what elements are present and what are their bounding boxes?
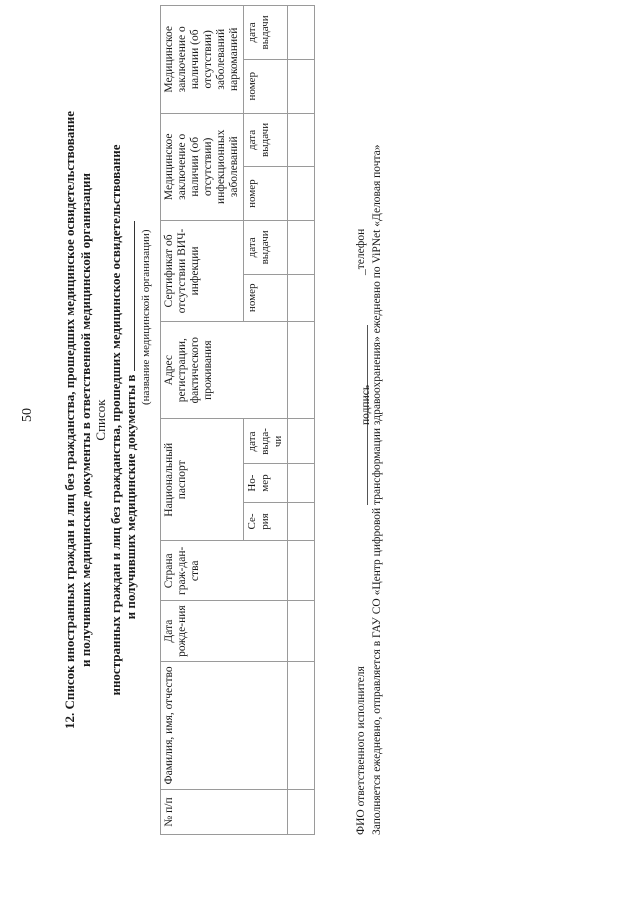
table-row (288, 6, 315, 835)
table-cell[interactable] (288, 502, 315, 540)
col-hiv-date: дата выдачи (244, 221, 288, 275)
table-cell[interactable] (288, 59, 315, 113)
org-name-caption: (название медицинской организации) (140, 229, 152, 405)
rotated-page-content (20, 5, 480, 835)
col-narco-header: Медицинское заключение о наличии (об отсутствии) заболеваний наркоманией (161, 6, 244, 114)
list-title: Список (93, 399, 108, 441)
list-subtitle-line2-text: и получивших медицинские документы в (123, 374, 138, 620)
col-passport-series: Се-рия (244, 502, 288, 540)
col-infect-header: Медицинское заключение о наличии (об отсутствии) инфекционных заболеваний (161, 113, 244, 220)
table-cell[interactable] (288, 321, 315, 419)
table-header-row (161, 6, 244, 835)
col-hiv-header: Сертификат об отсутствии ВИЧ-инфекции (161, 221, 244, 322)
section-heading-line2: и получивших медицинские документы в ответственной медицинской организации (78, 173, 93, 667)
col-narco-date: дата выдачи (244, 6, 288, 60)
col-passport-number: Но-мер (244, 464, 288, 502)
page-number: 50 (20, 408, 35, 422)
col-address-header: Адрес регистрации, фактического проживания (161, 321, 288, 419)
list-subtitle-line1: иностранных граждан и лиц без гражданства, прошедших медицинское освидетельствование (108, 144, 123, 696)
list-subtitle-line2 (123, 5, 138, 835)
table-cell[interactable] (288, 221, 315, 275)
org-name-blank (134, 221, 135, 371)
responsible-person-label: ФИО ответственного исполнителя (355, 666, 367, 835)
section-heading-line1: 12. Список иностранных граждан и лиц без гражданства, прошедших медицинское освидетельствование (62, 111, 77, 729)
col-number-header: № п/п (161, 790, 288, 835)
table-cell[interactable] (288, 541, 315, 601)
table-cell[interactable] (288, 167, 315, 221)
table-cell[interactable] (288, 274, 315, 321)
col-narco-number: номер (244, 59, 288, 113)
phone-label-text: телефон (355, 228, 367, 270)
phone-label: _телефон (355, 228, 367, 275)
table-cell[interactable] (288, 419, 315, 464)
col-birth-header: Дата рожде-ния (161, 601, 288, 661)
table-cell[interactable] (288, 790, 315, 835)
submission-note: Заполняется ежедневно, отправляется в ГАУ СО «Центр цифровой трансформации здравоохранения» ежедневно по ViPNet «Деловая почта» (371, 144, 383, 835)
col-passport-date: дата выда-чи (244, 419, 288, 464)
col-infect-date: дата выдачи (244, 113, 288, 167)
col-passport-header: Национальный паспорт (161, 419, 244, 541)
signature-caption: подпись (360, 384, 372, 425)
col-name-header: Фамилия, имя, отчество (161, 661, 288, 789)
table-cell[interactable] (288, 6, 315, 60)
table-cell[interactable] (288, 464, 315, 502)
table-cell[interactable] (288, 113, 315, 167)
col-country-header: Страна граж-дан-ства (161, 541, 288, 601)
table-cell[interactable] (288, 661, 315, 789)
foreigners-table (160, 5, 315, 835)
table-cell[interactable] (288, 601, 315, 661)
col-hiv-number: номер (244, 274, 288, 321)
col-infect-number: номер (244, 167, 288, 221)
